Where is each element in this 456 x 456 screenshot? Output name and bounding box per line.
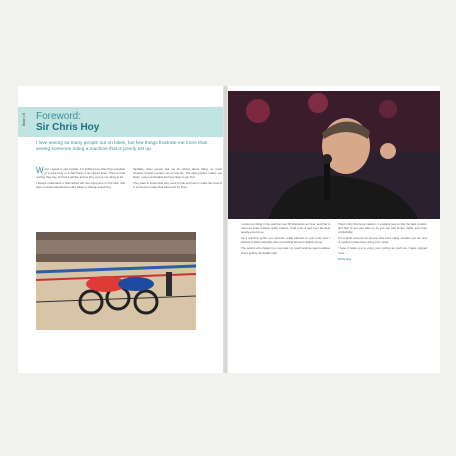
body-column-4 — [338, 222, 427, 362]
track-cycling-photo — [36, 232, 196, 330]
body-paragraph: As a full-time cyclist you become really attuned to your body and I learned to listen carefully when something felt even slightly wrong. — [241, 236, 330, 245]
velodrome-image — [36, 232, 196, 330]
left-page — [18, 86, 223, 373]
title-prefix: Foreword: — [36, 111, 82, 122]
body-column-3 — [241, 222, 330, 362]
portrait-image — [228, 91, 440, 219]
body-paragraph: That is why this book matters. It explains how to find the best position and how to set your bike up so you can ride longer, faster and more comfortably. — [338, 222, 427, 235]
page-folio: Base | 8 — [22, 113, 26, 126]
body-paragraph: I always understand it. Bad aches will ruin enjoyment on the bike, and often a simple adjustment is all it takes to change everything. — [36, 181, 125, 190]
signature: Chris Hoy — [338, 256, 352, 261]
body-paragraph: They want to know what they need to ride and how to make the most of it, and how to make their bike work for them. — [133, 181, 222, 190]
intro-text: I love seeing so many people out on bikes, but few things frustrate me more than seeing someone riding a machine that is poorly set up. — [36, 141, 208, 153]
body-paragraph: hen I speak to new cyclists, it is striking how often they complain of a sore body or a bad back or an injured knee. They've tried cycling, they say, but find it painful, and so they end up not riding at all. — [36, 167, 125, 180]
right-page — [228, 86, 440, 373]
body-paragraph: I ended up riding in the world at over 60 kilometres an hour, and that is when an exact position really matters. I had a lot of help from the best people around me. — [241, 222, 330, 235]
right-body-columns — [241, 222, 427, 362]
title-name: Sir Chris Hoy — [36, 122, 100, 133]
left-body-columns — [36, 167, 222, 231]
body-paragraph: The person who helped me most was my coach and we spent endless hours getting the details right. — [241, 246, 330, 255]
body-column-1 — [36, 167, 125, 231]
body-paragraph: I hope it helps you to enjoy your cycling as much as I have enjoyed mine. — [338, 246, 427, 255]
title-band — [18, 107, 223, 137]
body-column-2 — [133, 167, 222, 231]
portrait-photo — [228, 91, 440, 219]
body-paragraph: Similarly, when people ask me for advice about riding, so much revolves around a proper set-up that fits. The right position makes you faster, more comfortable and less likely to get hurt. — [133, 167, 222, 180]
body-paragraph: It is a great resource for anyone who loves riding, whether you are new to cycling or have been doing it for years. — [338, 236, 427, 245]
page-title — [36, 111, 99, 133]
drop-cap: W — [36, 167, 44, 175]
